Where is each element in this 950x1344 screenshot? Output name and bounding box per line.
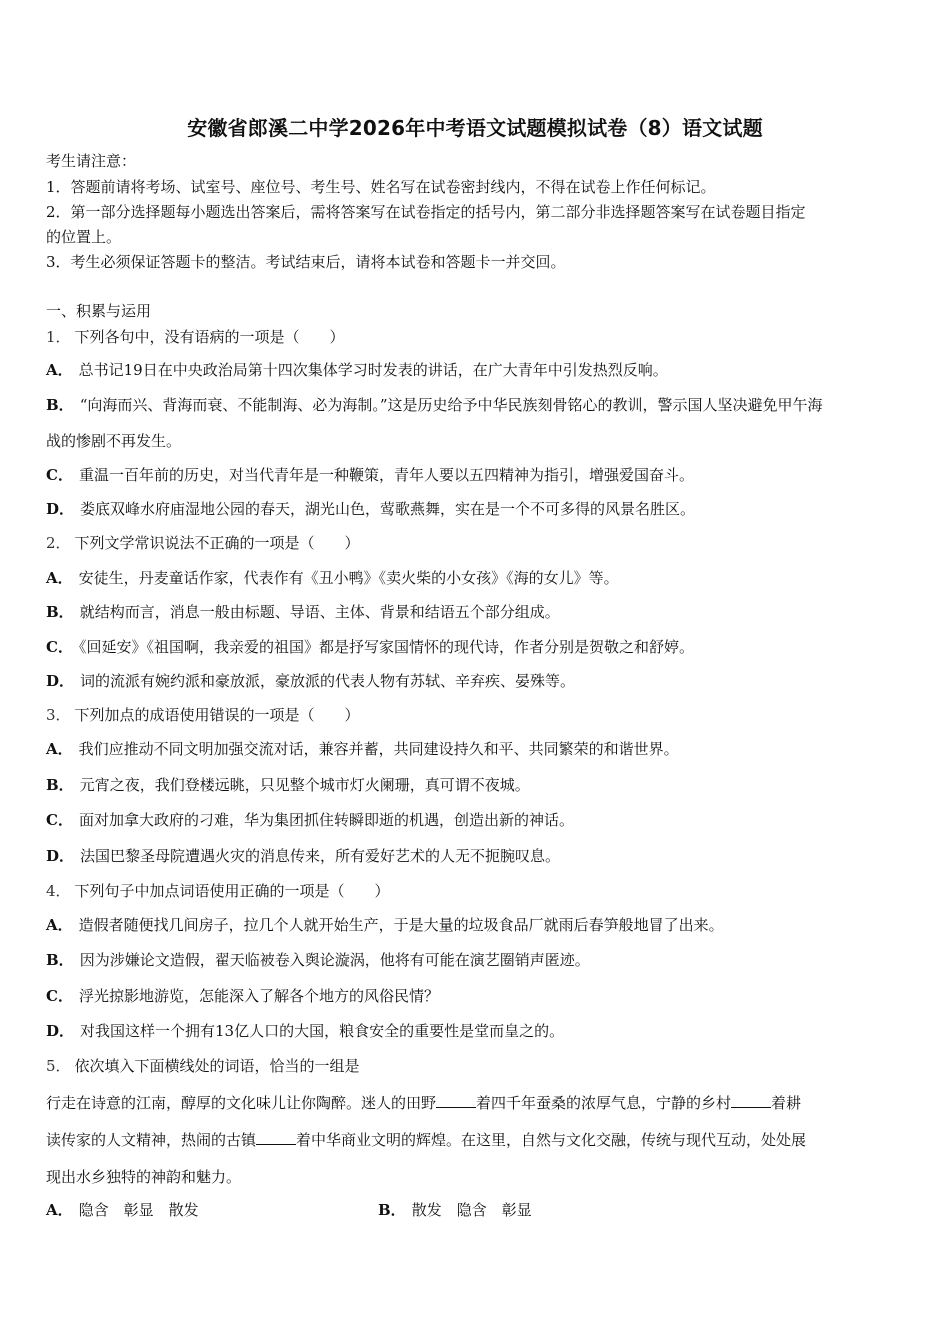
option-text: 《回延安》《祖国啊，我亲爱的祖国》都是抒写家国情怀的现代诗，作者分别是贺敬之和舒婷。 bbox=[78, 638, 694, 656]
question-4-stem bbox=[46, 880, 390, 901]
question-text: 下列加点的成语使用错误的一项是（ ） bbox=[74, 706, 360, 724]
option-text: 对我国这样一个拥有13亿人口的大国，粮食安全的重要性是堂而皇之的。 bbox=[80, 1022, 565, 1040]
option-d bbox=[46, 1020, 564, 1041]
question-3-stem bbox=[46, 704, 360, 725]
passage-line bbox=[46, 1129, 806, 1150]
option-text: 因为涉嫌论文造假，翟天临被卷入舆论漩涡，他将有可能在演艺圈销声匿迹。 bbox=[79, 951, 590, 969]
option-a bbox=[46, 1199, 199, 1220]
option-label: D． bbox=[46, 500, 75, 518]
option-text: “向海而兴、背海而衰、不能制海、必为海制。”这是历史给予中华民族刻骨铭心的教训，警示国人坚决避免甲午海 bbox=[79, 396, 823, 414]
notice-item: 3．考生必须保证答题卡的整洁。考试结束后，请将本试卷和答题卡一并交回。 bbox=[46, 253, 566, 271]
question-2-stem bbox=[46, 532, 360, 553]
option-label: A． bbox=[46, 916, 73, 934]
option-text: 总书记19日在中央政治局第十四次集体学习时发表的讲话，在广大青年中引发热烈反响。 bbox=[78, 361, 668, 379]
option-c bbox=[46, 985, 439, 1006]
option-b bbox=[46, 949, 590, 970]
option-label: C． bbox=[46, 811, 73, 829]
option-label: D． bbox=[46, 847, 75, 865]
option-text: 面对加拿大政府的刁难，华为集团抓住转瞬即逝的机遇，创造出新的神话。 bbox=[78, 811, 574, 829]
notice-item: 2．第一部分选择题每小题选出答案后，需将答案写在试卷指定的括号内，第二部分非选择题答案写在试卷题目指定 bbox=[46, 203, 806, 221]
option-label: A． bbox=[46, 569, 73, 587]
page-title: 安徽省郎溪二中学2026年中考语文试题模拟试卷（8）语文试题 bbox=[187, 116, 763, 140]
option-b bbox=[46, 394, 823, 415]
section-heading: 一、积累与运用 bbox=[46, 302, 152, 320]
option-label: D． bbox=[46, 672, 75, 690]
option-text: 娄底双峰水府庙湿地公园的春天，湖光山色，莺歌燕舞，实在是一个不可多得的风景名胜区。 bbox=[80, 500, 696, 518]
option-label: B． bbox=[46, 603, 74, 621]
option-c bbox=[46, 636, 694, 657]
question-5-stem bbox=[46, 1055, 360, 1076]
option-label: C． bbox=[46, 466, 73, 484]
passage-text: 行走在诗意的江南，醇厚的文化味儿让你陶醉。迷人的田野 bbox=[46, 1094, 437, 1112]
passage-line bbox=[46, 1092, 801, 1113]
passage-text: 读传家的人文精神，热闹的古镇 bbox=[46, 1131, 257, 1149]
question-text: 下列各句中，没有语病的一项是（ ） bbox=[74, 328, 345, 346]
option-b-continued: 战的惨剧不再发生。 bbox=[46, 432, 182, 450]
option-c bbox=[46, 464, 694, 485]
fill-blank bbox=[256, 1132, 296, 1145]
option-text: 就结构而言，消息一般由标题、导语、主体、背景和结语五个部分组成。 bbox=[79, 603, 560, 621]
question-text: 下列句子中加点词语使用正确的一项是（ ） bbox=[74, 882, 390, 900]
question-number: 3． bbox=[46, 706, 71, 724]
fill-blank bbox=[436, 1095, 476, 1108]
fill-blank bbox=[731, 1095, 771, 1108]
option-text: 元宵之夜，我们登楼远眺，只见整个城市灯火阑珊，真可谓不夜城。 bbox=[79, 776, 530, 794]
passage-text: 着四千年蚕桑的浓厚气息，宁静的乡村 bbox=[476, 1094, 732, 1112]
notice-item: 1．答题前请将考场、试室号、座位号、考生号、姓名写在试卷密封线内，不得在试卷上作任何标记。 bbox=[46, 178, 716, 196]
question-number: 5． bbox=[46, 1057, 71, 1075]
passage-text: 着耕 bbox=[771, 1094, 802, 1112]
option-label: A． bbox=[46, 361, 73, 379]
option-text: 法国巴黎圣母院遭遇火灾的消息传来，所有爱好艺术的人无不扼腕叹息。 bbox=[80, 847, 561, 865]
option-d bbox=[46, 845, 560, 866]
question-1-stem bbox=[46, 326, 345, 347]
option-text: 造假者随便找几间房子，拉几个人就开始生产，于是大量的垃圾食品厂就雨后春笋般地冒了出来。 bbox=[78, 916, 724, 934]
question-text: 依次填入下面横线处的词语，恰当的一组是 bbox=[74, 1057, 360, 1075]
option-label: B． bbox=[46, 776, 74, 794]
question-number: 1． bbox=[46, 328, 71, 346]
option-label: B． bbox=[46, 951, 74, 969]
question-number: 2． bbox=[46, 534, 71, 552]
option-a bbox=[46, 738, 679, 759]
option-text: 重温一百年前的历史，对当代青年是一种鞭策，青年人要以五四精神为指引，增强爱国奋斗。 bbox=[78, 466, 694, 484]
option-label: C． bbox=[46, 638, 73, 656]
option-label: B． bbox=[378, 1201, 406, 1219]
option-label: B． bbox=[46, 396, 74, 414]
option-text: 我们应推动不同文明加强交流对话，兼容并蓄，共同建设持久和平、共同繁荣的和谐世界。 bbox=[78, 740, 679, 758]
option-label: C． bbox=[46, 987, 73, 1005]
option-d bbox=[46, 498, 695, 519]
option-text: 浮光掠影地游览，怎能深入了解各个地方的风俗民情？ bbox=[78, 987, 439, 1005]
question-text: 下列文学常识说法不正确的一项是（ ） bbox=[74, 534, 360, 552]
option-text: 隐含 彰显 散发 bbox=[78, 1201, 199, 1219]
option-a bbox=[46, 359, 668, 380]
question-number: 4． bbox=[46, 882, 71, 900]
option-d bbox=[46, 670, 575, 691]
option-text: 散发 隐含 彰显 bbox=[411, 1201, 532, 1219]
option-text: 词的流派有婉约派和豪放派，豪放派的代表人物有苏轼、辛弃疾、晏殊等。 bbox=[80, 672, 576, 690]
notice-heading: 考生请注意： bbox=[46, 152, 137, 170]
passage-line: 现出水乡独特的神韵和魅力。 bbox=[46, 1168, 242, 1186]
option-b bbox=[46, 774, 530, 795]
option-label: A． bbox=[46, 740, 73, 758]
option-b bbox=[378, 1199, 532, 1220]
option-text: 安徒生，丹麦童话作家，代表作有《丑小鸭》《卖火柴的小女孩》《海的女儿》等。 bbox=[78, 569, 619, 587]
option-a bbox=[46, 567, 619, 588]
option-c bbox=[46, 809, 574, 830]
passage-text: 着中华商业文明的辉煌。在这里，自然与文化交融，传统与现代互动，处处展 bbox=[296, 1131, 807, 1149]
notice-item: 的位置上。 bbox=[46, 228, 122, 246]
option-label: D． bbox=[46, 1022, 75, 1040]
option-b bbox=[46, 601, 560, 622]
option-a bbox=[46, 914, 724, 935]
option-label: A． bbox=[46, 1201, 73, 1219]
